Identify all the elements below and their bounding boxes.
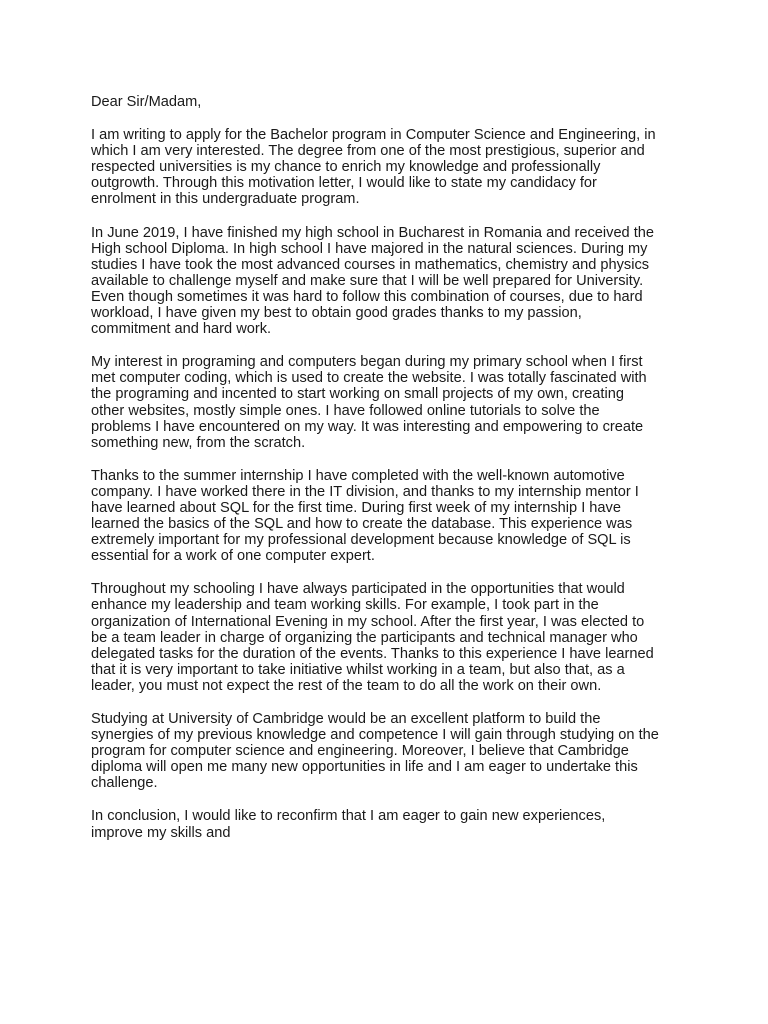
- paragraph-line: workload, I have given my best to obtain good grades thanks to my passion,: [91, 305, 582, 322]
- paragraph-line: enrolment in this undergraduate program.: [91, 191, 360, 208]
- paragraph-line: Studying at University of Cambridge would be an excellent platform to build the: [91, 711, 601, 727]
- paragraph-line: available to challenge myself and make sure that I will be well prepared for University.: [91, 272, 644, 289]
- salutation: Dear Sir/Madam,: [91, 94, 202, 110]
- paragraph-line: Throughout my schooling I have always participated in the opportunities that would: [91, 581, 625, 598]
- paragraph-line: be a team leader in charge of organizing the participants and technical manager who: [91, 629, 638, 646]
- paragraph-line: which I am very interested. The degree from one of the most prestigious, superior and: [91, 143, 645, 160]
- paragraph-line: learned the basics of the SQL and how to create the database. This experience was: [91, 516, 633, 533]
- paragraph-line: essential for a work of one computer expert.: [91, 548, 375, 565]
- body-paragraph-1: [91, 127, 731, 207]
- paragraph-line: commitment and hard work.: [91, 321, 272, 338]
- paragraph-line: respected universities is my chance to enrich my knowledge and professionally: [91, 159, 601, 176]
- paragraph-line: challenge.: [91, 775, 158, 792]
- paragraph-line: synergies of my previous knowledge and competence I will gain through studying on the: [91, 727, 659, 744]
- paragraph-line: My interest in programing and computers began during my primary school when I first: [91, 354, 643, 371]
- body-paragraph-5: [91, 581, 731, 694]
- paragraph-line: program for computer science and engineering. Moreover, I believe that Cambridge: [91, 743, 629, 760]
- paragraph-line: I am writing to apply for the Bachelor program in Computer Science and Engineering, in: [91, 127, 656, 144]
- paragraph-line: extremely important for my professional development because knowledge of SQL is: [91, 532, 631, 549]
- paragraph-line: delegated tasks for the duration of the events. Thanks to this experience I have learned: [91, 645, 654, 662]
- paragraph-line: organization of International Evening in my school. After the first year, I was elected to: [91, 613, 645, 630]
- paragraph-line: Thanks to the summer internship I have completed with the well-known automotive: [91, 467, 625, 484]
- paragraph-line: In June 2019, I have finished my high school in Bucharest in Romania and received the: [91, 224, 655, 241]
- letter-body: [91, 127, 731, 841]
- paragraph-line: that it is very important to take initiative whilst working in a team, but also that, as a: [91, 661, 625, 678]
- body-paragraph-7: [91, 808, 731, 840]
- paragraph-line: Even though sometimes it was hard to follow this combination of courses, due to hard: [91, 288, 643, 305]
- paragraph-line: enhance my leadership and team working skills. For example, I took part in the: [91, 597, 599, 614]
- paragraph-line: company. I have worked there in the IT division, and thanks to my internship mentor I: [91, 483, 639, 500]
- paragraph-line: problems I have encountered on my way. It was interesting and empowering to create: [91, 418, 644, 435]
- body-paragraph-3: [91, 354, 731, 451]
- paragraph-line: the programing and incented to start working on small projects of my own, creating: [91, 386, 624, 403]
- paragraph-line: met computer coding, which is used to create the website. I was totally fascinated with: [91, 370, 647, 387]
- motivation-letter: [91, 94, 731, 858]
- body-paragraph-6: [91, 711, 731, 791]
- paragraph-line: leader, you must not expect the rest of the team to do all the work on their own.: [91, 677, 602, 694]
- body-paragraph-2: [91, 225, 731, 338]
- paragraph-line: High school Diploma. In high school I have majored in the natural sciences. During my: [91, 240, 648, 257]
- paragraph-line: other websites, mostly simple ones. I have followed online tutorials to solve the: [91, 402, 600, 419]
- paragraph-line: outgrowth. Through this motivation letter, I would like to state my candidacy for: [91, 175, 597, 192]
- paragraph-line: studies I have took the most advanced courses in mathematics, chemistry and physics: [91, 256, 650, 273]
- paragraph-line: improve my skills and: [91, 824, 231, 841]
- paragraph-line: In conclusion, I would like to reconfirm that I am eager to gain new experiences,: [91, 808, 606, 825]
- paragraph-line: diploma will open me many new opportunities in life and I am eager to undertake this: [91, 759, 638, 776]
- paragraph-line: something new, from the scratch.: [91, 434, 306, 451]
- paragraph-line: have learned about SQL for the first time. During first week of my internship I have: [91, 499, 621, 516]
- body-paragraph-4: [91, 468, 731, 565]
